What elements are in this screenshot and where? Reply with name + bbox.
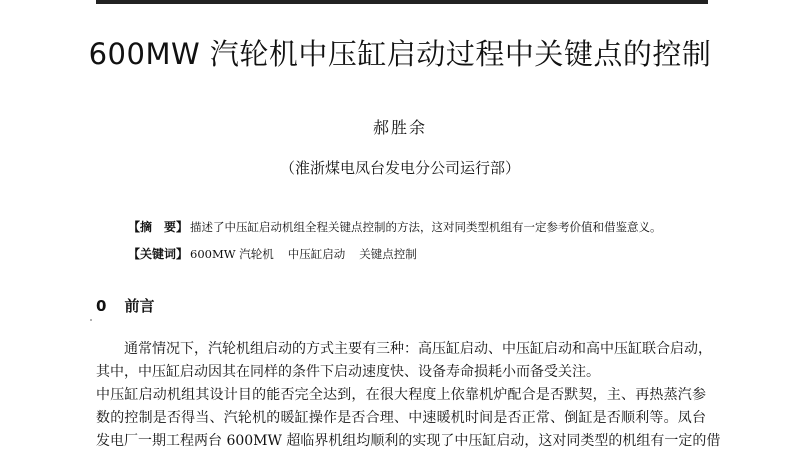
section-title: 前言 — [124, 297, 155, 315]
header-rule — [96, 0, 708, 4]
keywords — [128, 246, 431, 262]
abstract-text: 描述了中压缸启动机组全程关键点控制的方法，这对同类型机组有一定参考价值和借鉴意义。 — [190, 220, 662, 234]
section-number: 0 — [96, 297, 107, 315]
body-text-line: 其中，中压缸启动因其在同样的条件下启动速度快、设备寿命损耗小而备受关注。 — [96, 364, 600, 380]
keyword-item: 中压缸启动 — [287, 247, 346, 261]
author-name: 郝胜余 — [372, 118, 427, 137]
body-text-line: 发电厂一期工程两台 600MW 超临界机组均顺利的实现了中压缸启动，这对同类型的机组有一定的借 — [96, 433, 721, 449]
keywords-label: 【关键词】 — [128, 247, 189, 261]
body-text-line: 中压缸启动机组其设计目的能否完全达到，在很大程度上依靠机炉配合是否默契，主、再热蒸汽参 — [96, 387, 706, 403]
body-text-line: 通常情况下，汽轮机组启动的方式主要有三种：高压缸启动、中压缸启动和高中压缸联合启动， — [124, 341, 712, 357]
section-heading — [96, 296, 154, 316]
scan-speck — [90, 319, 92, 321]
abstract-label: 【摘 要】 — [128, 220, 189, 234]
author-affiliation: （淮浙煤电凤台发电分公司运行部） — [279, 159, 520, 177]
keyword-item: 600MW 汽轮机 — [190, 247, 274, 261]
abstract — [128, 219, 662, 235]
body-text-line: 数的控制是否得当、汽轮机的暖缸操作是否合理、中速暖机时间是否正常、倒缸是否顺利等。凤台 — [96, 410, 706, 426]
keyword-item: 关键点控制 — [359, 247, 417, 261]
paper-title: 600MW 汽轮机中压缸启动过程中关键点的控制 — [88, 37, 712, 71]
